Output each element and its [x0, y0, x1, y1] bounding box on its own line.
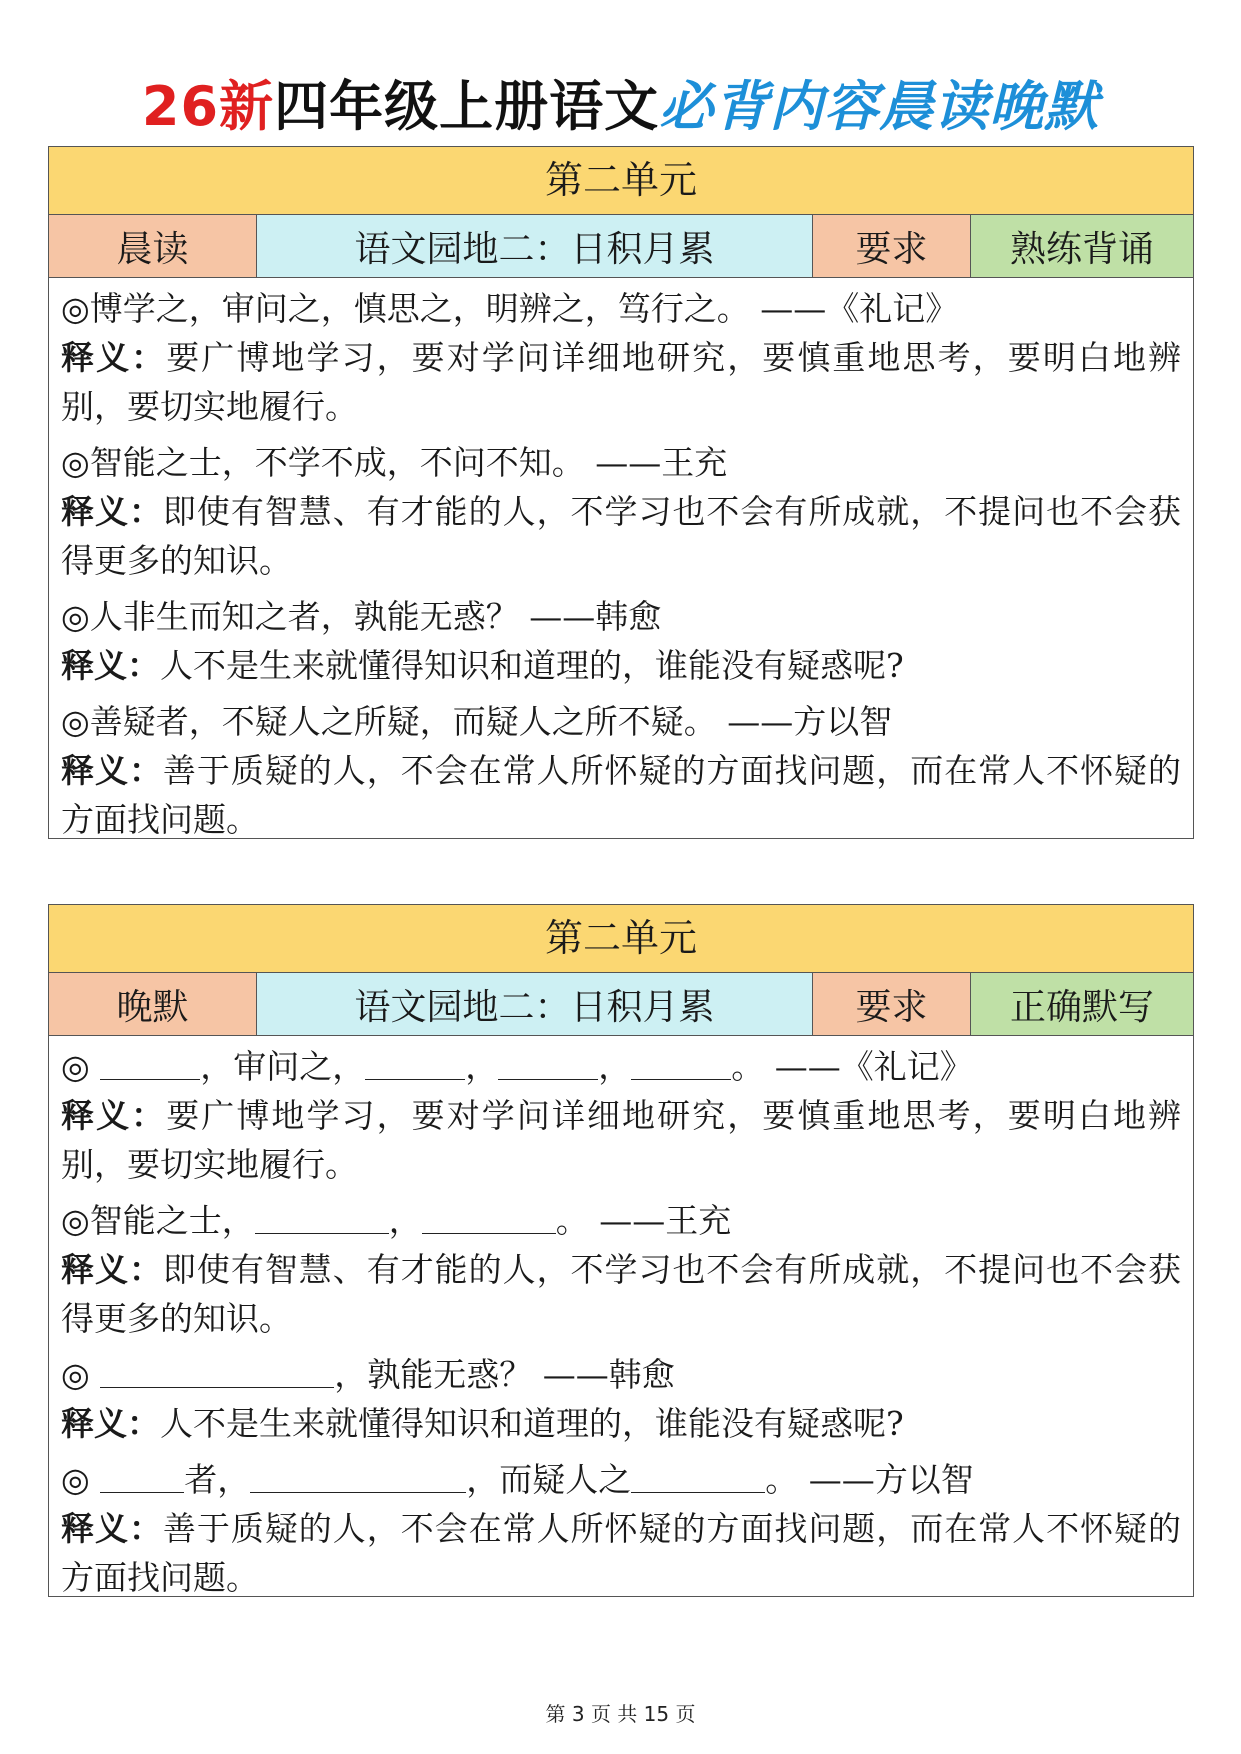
quote-segment: 。 — [731, 1047, 765, 1086]
quote-segment: ，孰能无惑？ — [334, 1355, 533, 1394]
bullet-mark: ◎ — [61, 1201, 90, 1240]
quote-segment: ， — [465, 1047, 499, 1086]
evening-dictation-card — [48, 904, 1194, 1597]
definition — [61, 1399, 1181, 1448]
fill-blank[interactable] — [255, 1203, 389, 1234]
fill-blank[interactable] — [422, 1203, 556, 1234]
fill-blank[interactable] — [100, 1462, 184, 1493]
quote-line — [61, 697, 1181, 746]
quote-entry — [61, 1350, 1181, 1448]
definition-text: 善于质疑的人，不会在常人所怀疑的方面找问题，而在常人不怀疑的方面找问题。 — [61, 751, 1181, 839]
quote-entry — [61, 592, 1181, 690]
definition — [61, 1245, 1181, 1343]
mode-label: 晨读 — [49, 215, 257, 277]
definition-label: 释义： — [61, 1096, 167, 1135]
bullet-mark: ◎ — [61, 1355, 90, 1394]
definition-text: 即使有智慧、有才能的人，不学习也不会有所成就，不提问也不会获得更多的知识。 — [61, 1250, 1181, 1338]
bullet-mark: ◎ — [61, 1460, 90, 1499]
quote-entry — [61, 1455, 1181, 1602]
quote-entry — [61, 697, 1181, 844]
requirement-label: 要求 — [813, 973, 971, 1035]
quote-segment: 智能之士， — [89, 1201, 255, 1240]
definition — [61, 333, 1181, 431]
fill-blank[interactable] — [498, 1049, 598, 1080]
definition-label: 释义： — [61, 1250, 163, 1289]
info-row — [49, 215, 1193, 278]
fill-blank[interactable] — [365, 1049, 465, 1080]
fill-blank[interactable] — [250, 1462, 466, 1493]
info-row — [49, 973, 1193, 1036]
definition-text: 善于质疑的人，不会在常人所怀疑的方面找问题，而在常人不怀疑的方面找问题。 — [61, 1509, 1181, 1597]
title-grade-year: 26新 — [141, 75, 275, 138]
bullet-mark: ◎ — [61, 597, 90, 636]
fill-blank[interactable] — [100, 1049, 200, 1080]
quote-segment: 。 — [555, 1201, 589, 1240]
quote-entry — [61, 284, 1181, 431]
topic-label: 语文园地二：日积月累 — [257, 973, 813, 1035]
quote-text: 善疑者，不疑人之所疑，而疑人之所不疑。 — [89, 702, 717, 741]
definition-text: 要广博地学习，要对学问详细地研究，要慎重地思考，要明白地辨别，要切实地履行。 — [61, 1096, 1182, 1184]
definition — [61, 641, 1181, 690]
bullet-mark: ◎ — [61, 702, 90, 741]
unit-header: 第二单元 — [49, 905, 1193, 973]
quote-line — [61, 1042, 1181, 1091]
definition-text: 要广博地学习，要对学问详细地研究，要慎重地思考，要明白地辨别，要切实地履行。 — [61, 338, 1182, 426]
fill-blank[interactable] — [631, 1049, 731, 1080]
quote-source: ——《礼记》 — [760, 289, 959, 328]
quote-entry — [61, 438, 1181, 585]
card-body — [49, 1036, 1193, 1602]
quote-line — [61, 1455, 1181, 1504]
quote-text: 人非生而知之者，孰能无惑？ — [89, 597, 519, 636]
quote-segment: ， — [388, 1201, 422, 1240]
definition-label: 释义： — [61, 1509, 163, 1548]
quote-segment: ， — [598, 1047, 632, 1086]
bullet-mark: ◎ — [61, 443, 90, 482]
quote-line — [61, 284, 1181, 333]
topic-label: 语文园地二：日积月累 — [257, 215, 813, 277]
fill-blank[interactable] — [100, 1357, 334, 1388]
definition — [61, 746, 1181, 844]
bullet-mark: ◎ — [61, 289, 90, 328]
requirement-value: 正确默写 — [971, 973, 1193, 1035]
definition-text: 人不是生来就懂得知识和道理的，谁能没有疑惑呢? — [160, 646, 904, 685]
quote-source: ——王充 — [595, 443, 728, 482]
quote-line — [61, 438, 1181, 487]
quote-source: ——《礼记》 — [774, 1047, 973, 1086]
quote-source: ——王充 — [599, 1201, 732, 1240]
quote-source: ——韩愈 — [542, 1355, 675, 1394]
quote-segment: ，审问之， — [200, 1047, 366, 1086]
definition — [61, 1091, 1181, 1189]
quote-entry — [61, 1042, 1181, 1189]
quote-line — [61, 592, 1181, 641]
requirement-label: 要求 — [813, 215, 971, 277]
page-title — [0, 72, 1241, 142]
mode-label: 晚默 — [49, 973, 257, 1035]
bullet-mark: ◎ — [61, 1047, 90, 1086]
quote-source: ——韩愈 — [529, 597, 662, 636]
definition-text: 即使有智慧、有才能的人，不学习也不会有所成就，不提问也不会获得更多的知识。 — [61, 492, 1181, 580]
morning-reading-card — [48, 146, 1194, 839]
card-body — [49, 278, 1193, 844]
quote-segment: 。 — [765, 1460, 799, 1499]
definition-label: 释义： — [61, 646, 160, 685]
definition-label: 释义： — [61, 751, 163, 790]
quote-source: ——方以智 — [727, 702, 893, 741]
quote-source: ——方以智 — [808, 1460, 974, 1499]
definition — [61, 487, 1181, 585]
title-subject: 必背内容晨读晚默 — [659, 75, 1100, 138]
definition-label: 释义： — [61, 338, 167, 377]
requirement-value: 熟练背诵 — [971, 215, 1193, 277]
quote-segment: 者， — [184, 1460, 251, 1499]
quote-line — [61, 1350, 1181, 1399]
fill-blank[interactable] — [631, 1462, 765, 1493]
quote-text: 博学之，审问之，慎思之，明辨之，笃行之。 — [89, 289, 750, 328]
page-number: 第 3 页 共 15 页 — [545, 1702, 696, 1726]
definition-label: 释义： — [61, 492, 163, 531]
definition-label: 释义： — [61, 1404, 160, 1443]
unit-header: 第二单元 — [49, 147, 1193, 215]
definition — [61, 1504, 1181, 1602]
definition-text: 人不是生来就懂得知识和道理的，谁能没有疑惑呢? — [160, 1404, 904, 1443]
quote-entry — [61, 1196, 1181, 1343]
title-course: 四年级上册语文 — [274, 75, 660, 138]
quote-line — [61, 1196, 1181, 1245]
quote-text: 智能之士，不学不成，不问不知。 — [89, 443, 585, 482]
quote-segment: ，而疑人之 — [466, 1460, 632, 1499]
